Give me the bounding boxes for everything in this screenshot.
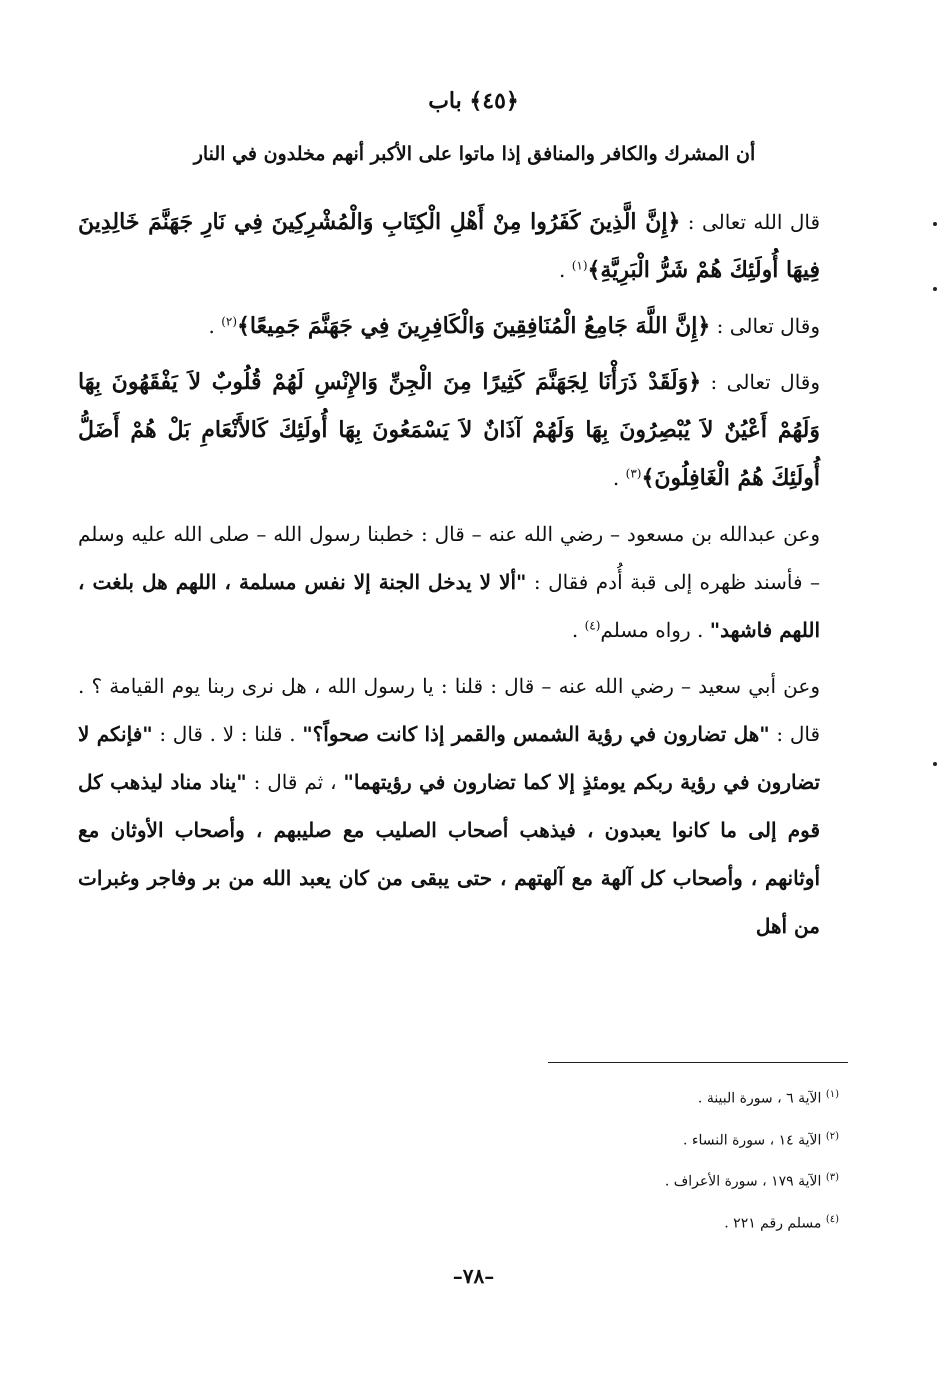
paragraph-text: ، ثم قال : xyxy=(246,770,344,794)
paragraph xyxy=(78,302,820,350)
paragraph-source: . رواه مسلم xyxy=(600,618,710,642)
margin-mark xyxy=(933,287,937,291)
footnote-divider xyxy=(548,1062,848,1063)
footnote-ref: (٣) xyxy=(625,466,642,481)
paragraph-intro: وعن عبدالله بن مسعود – رضي الله عنه – قال : خطبنا رسول الله – صلى الله عليه وسلم – فأسند ظهره إلى قبة أُدم فقال : xyxy=(78,522,820,594)
margin-mark xyxy=(933,222,937,226)
paragraph-intro: وقال تعالى : xyxy=(710,314,820,338)
page-number: –٧٨– xyxy=(452,1264,495,1288)
paragraph xyxy=(78,198,820,294)
paragraph-tail: . xyxy=(571,618,585,642)
paragraph-text: . قلنا : لا . قال : xyxy=(152,722,303,746)
paragraph-intro: وعن أبي سعيد – رضي الله عنه – قال : قلنا : يا رسول الله ، هل نرى ربنا يوم القيامة ؟ . قال : xyxy=(78,674,821,746)
hadith-quote: "هل تضارون في رؤية الشمس والقمر إذا كانت صحواً؟" xyxy=(302,722,770,746)
footnote xyxy=(439,1201,839,1243)
quran-verse: ﴿وَلَقَدْ ذَرَأْنَا لِجَهَنَّمَ كَثِيرًا مِنَ الْجِنِّ وَالإِنْسِ لَهُمْ قُلُوبٌ لاَ يَفْقَهُونَ بِهَا وَلَهُمْ أَعْيُنٌ لاَ يُبْصِرُونَ بِهَا وَلَهُمْ آذَانٌ لاَ يَسْمَعُونَ بِهَا أُولَئِكَ كَالأَنْعَامِ بَلْ هُمْ أَضَلُّ أُولَئِكَ هُمُ الْغَافِلُونَ﴾ xyxy=(78,369,820,491)
footnote-text: الآية ١٤ ، سورة النساء . xyxy=(683,1132,822,1149)
footnote-ref: (١) xyxy=(571,258,588,273)
main-text xyxy=(78,198,820,958)
hadith-quote: "يناد مناد ليذهب كل قوم إلى ما كانوا يعبدون ، فيذهب أصحاب الصليب مع صليبهم ، وأصحاب الأوثان مع أوثانهم ، وأصحاب كل آلهة مع آلهتهم ، حتى يبقى من كان يعبد الله من بر وفاجر وغبرات من أهل xyxy=(78,770,820,938)
paragraph-tail: . xyxy=(558,258,572,282)
footnote-number: (٤) xyxy=(825,1213,839,1225)
quran-verse: ﴿إِنَّ الَّذِينَ كَفَرُوا مِنْ أَهْلِ الْكِتَابِ وَالْمُشْرِكِينَ فِي نَارِ جَهَنَّمَ خَالِدِينَ فِيهَا أُولَئِكَ هُمْ شَرُّ الْبَرِيَّةِ﴾ xyxy=(78,209,820,283)
paragraph xyxy=(78,510,820,654)
hadith-quote: "ألا لا يدخل الجنة إلا نفس مسلمة ، اللهم هل بلغت ، اللهم فاشهد" xyxy=(78,570,820,642)
paragraph-tail: . xyxy=(612,466,626,490)
footnote-number: (٣) xyxy=(825,1172,839,1184)
paragraph xyxy=(78,662,820,950)
chapter-number: ﴿٤٥﴾ باب xyxy=(428,88,519,114)
footnote-text: الآية ٦ ، سورة البينة . xyxy=(697,1090,822,1107)
paragraph-intro: قال الله تعالى : xyxy=(680,210,820,234)
footnote-text: مسلم رقم ٢٢١ . xyxy=(724,1215,822,1232)
paragraph-intro: وقال تعالى : xyxy=(701,370,820,394)
footnote xyxy=(439,1159,839,1201)
footnote-text: الآية ١٧٩ ، سورة الأعراف . xyxy=(664,1173,822,1190)
paragraph xyxy=(78,358,820,502)
footnote-number: (١) xyxy=(825,1089,839,1100)
footnote-ref: (٢) xyxy=(221,314,238,329)
footnote xyxy=(439,1118,839,1160)
hadith-quote: "فإنكم لا تضارون في رؤية ربكم يومئذٍ إلا كما تضارون في رؤيتهما" xyxy=(78,722,821,794)
footnote xyxy=(439,1076,839,1118)
quran-verse: ﴿إِنَّ اللَّهَ جَامِعُ الْمُنَافِقِينَ وَالْكَافِرِينَ فِي جَهَنَّمَ جَمِيعًا﴾ xyxy=(237,313,711,339)
footnotes xyxy=(439,1076,839,1243)
chapter-title: أن المشرك والكافر والمنافق إذا ماتوا على الأكبر أنهم مخلدون في النار xyxy=(193,143,756,165)
footnote-ref: (٤) xyxy=(584,618,601,633)
paragraph-tail: . xyxy=(208,314,222,338)
footnote-number: (٢) xyxy=(825,1130,839,1142)
margin-mark xyxy=(933,762,937,766)
